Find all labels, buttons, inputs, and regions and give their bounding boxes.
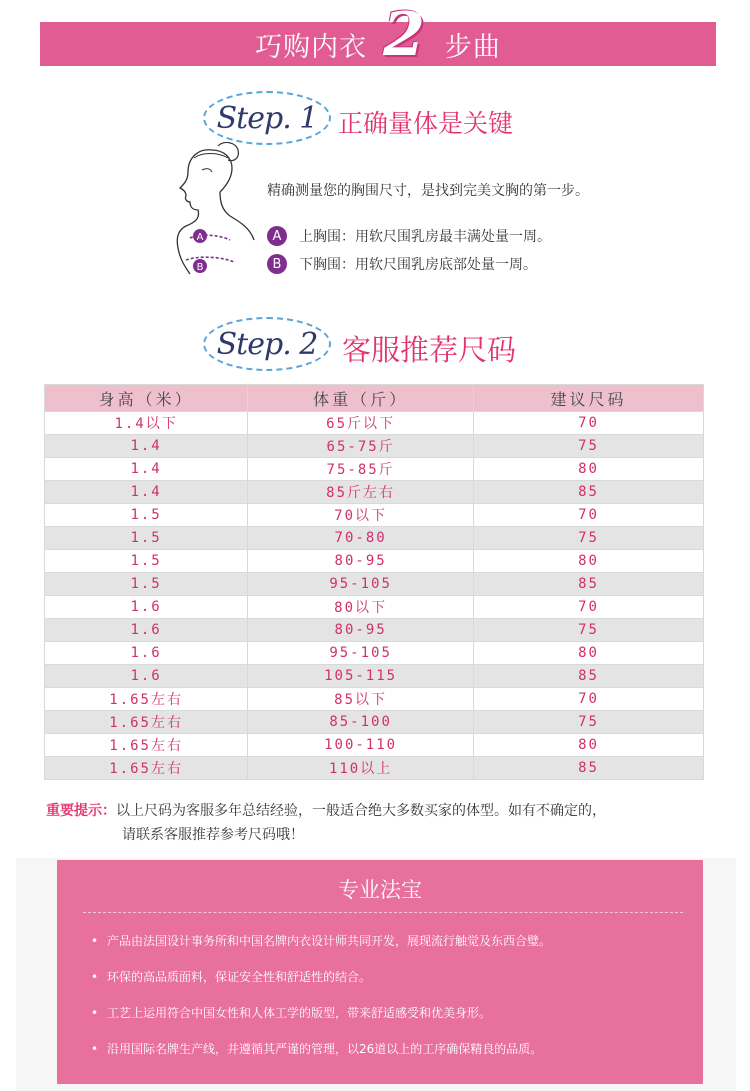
cell-height: 1.65左右 [45, 757, 248, 780]
cell-weight: 80以下 [248, 596, 474, 619]
cell-size: 80 [474, 550, 704, 573]
cell-size: 80 [474, 458, 704, 481]
cell-height: 1.65左右 [45, 711, 248, 734]
list-item: • 环保的高品质面料，保证安全性和舒适性的结合。 [91, 968, 551, 1004]
cell-height: 1.4 [45, 458, 248, 481]
header-weight: 体重（斤） [248, 385, 474, 412]
feature-title: 专业法宝 [338, 878, 422, 902]
table-row [45, 435, 704, 458]
table-row [45, 642, 704, 665]
cell-height: 1.5 [45, 504, 248, 527]
cell-size: 70 [474, 504, 704, 527]
step1-title: 正确量体是关键 [338, 109, 514, 138]
table-row [45, 458, 704, 481]
cell-size: 75 [474, 711, 704, 734]
size-recommendation-table [44, 384, 704, 780]
cell-height: 1.6 [45, 596, 248, 619]
cell-height: 1.65左右 [45, 734, 248, 757]
woman-silhouette-illustration [150, 142, 262, 288]
cell-weight: 100-110 [248, 734, 474, 757]
cell-weight: 95-105 [248, 642, 474, 665]
cell-size: 70 [474, 596, 704, 619]
tip-line2: 请联系客服推荐参考尺码哦！ [122, 827, 304, 843]
table-row [45, 481, 704, 504]
banner-text-left: 巧购内衣 [255, 31, 368, 63]
table-row [45, 504, 704, 527]
cell-size: 80 [474, 642, 704, 665]
cell-weight: 65-75斤 [248, 435, 474, 458]
cell-size: 85 [474, 665, 704, 688]
banner-number: 2 [383, 0, 425, 70]
tip-line1: 以上尺码为客服多年总结经验，一般适合绝大多数买家的体型。如有不确定的， [116, 803, 606, 819]
table-body [45, 412, 704, 780]
svg-text:B: B [196, 262, 204, 273]
tip-label: 重要提示： [46, 803, 116, 819]
table-row [45, 550, 704, 573]
cell-size: 85 [474, 757, 704, 780]
step2-badge: Step. 2 [203, 317, 331, 371]
cell-weight: 70以下 [248, 504, 474, 527]
cell-size: 75 [474, 619, 704, 642]
table-row [45, 757, 704, 780]
cell-weight: 110以上 [248, 757, 474, 780]
cell-weight: 80-95 [248, 550, 474, 573]
cell-height: 1.4以下 [45, 412, 248, 435]
measure-text: 下胸围：用软尺围乳房底部处量一周。 [299, 257, 537, 273]
step1-badge: Step. 1 [203, 91, 331, 145]
cell-size: 70 [474, 688, 704, 711]
table-row [45, 619, 704, 642]
table-row [45, 688, 704, 711]
list-item: • 沿用国际名牌生产线，并遵循其严谨的管理，以26道以上的工序确保精良的品质。 [91, 1040, 551, 1076]
cell-weight: 85斤左右 [248, 481, 474, 504]
list-item: • 工艺上运用符合中国女性和人体工学的版型，带来舒适感受和优美身形。 [91, 1004, 551, 1040]
cell-height: 1.5 [45, 527, 248, 550]
header-size: 建议尺码 [474, 385, 704, 412]
cell-weight: 95-105 [248, 573, 474, 596]
cell-height: 1.5 [45, 573, 248, 596]
cell-weight: 85-100 [248, 711, 474, 734]
step2-title: 客服推荐尺码 [342, 333, 517, 367]
svg-text:A: A [196, 232, 204, 243]
cell-height: 1.6 [45, 642, 248, 665]
table-header-row [45, 385, 704, 412]
table-row [45, 573, 704, 596]
cell-weight: 65斤以下 [248, 412, 474, 435]
cell-height: 1.6 [45, 665, 248, 688]
cell-weight: 85以下 [248, 688, 474, 711]
cell-height: 1.4 [45, 435, 248, 458]
feature-box [57, 860, 703, 1084]
cell-height: 1.65左右 [45, 688, 248, 711]
step1-intro: 精确测量您的胸围尺寸，是找到完美文胸的第一步。 [267, 183, 589, 199]
cell-weight: 75-85斤 [248, 458, 474, 481]
title-banner [40, 0, 716, 70]
table-row [45, 734, 704, 757]
cell-height: 1.5 [45, 550, 248, 573]
important-tip [46, 799, 716, 847]
cell-size: 75 [474, 527, 704, 550]
cell-weight: 105-115 [248, 665, 474, 688]
table-row [45, 527, 704, 550]
divider [83, 912, 683, 913]
cell-weight: 80-95 [248, 619, 474, 642]
feature-list [91, 932, 551, 1076]
list-item: • 产品由法国设计事务所和中国名牌内衣设计师共同开发，展现流行触觉及东西合璧。 [91, 932, 551, 968]
table-row [45, 665, 704, 688]
marker-a: A [267, 226, 287, 246]
table-row [45, 711, 704, 734]
measure-item-under-bust [267, 254, 537, 274]
banner-text-right: 步曲 [444, 31, 501, 63]
cell-size: 70 [474, 412, 704, 435]
cell-height: 1.6 [45, 619, 248, 642]
cell-height: 1.4 [45, 481, 248, 504]
cell-weight: 70-80 [248, 527, 474, 550]
cell-size: 85 [474, 481, 704, 504]
measure-item-upper-bust [267, 226, 551, 246]
cell-size: 80 [474, 734, 704, 757]
measure-text: 上胸围：用软尺围乳房最丰满处量一周。 [299, 229, 551, 245]
marker-b: B [267, 254, 287, 274]
header-height: 身高（米） [45, 385, 248, 412]
table-row [45, 596, 704, 619]
cell-size: 85 [474, 573, 704, 596]
table-row [45, 412, 704, 435]
cell-size: 75 [474, 435, 704, 458]
